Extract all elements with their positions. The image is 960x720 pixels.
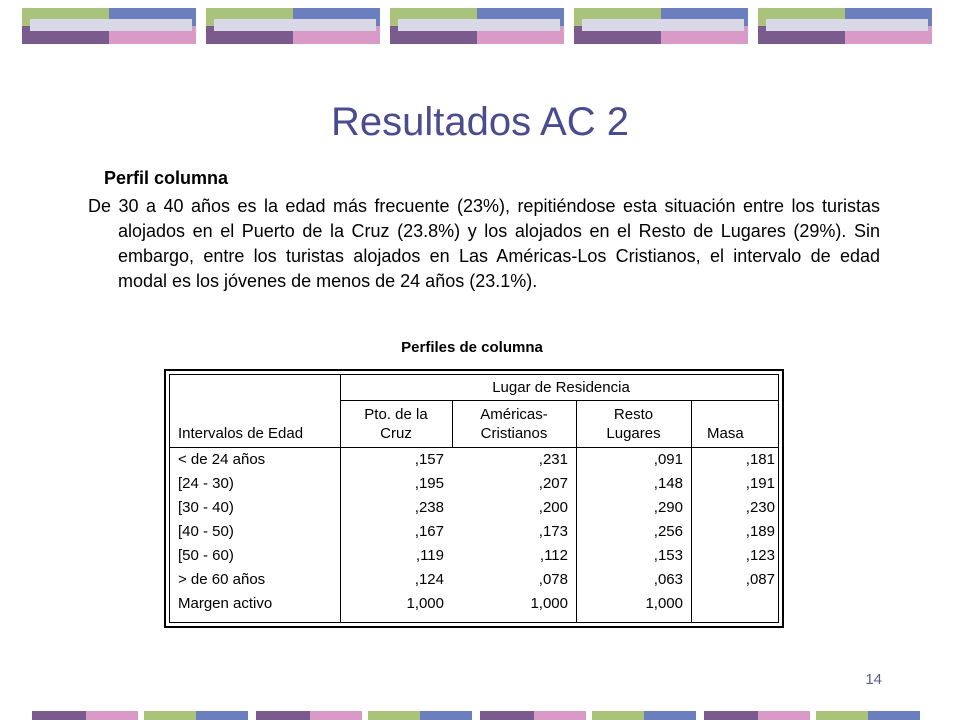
table-cell: ,256: [653, 523, 683, 540]
row-label: [40 - 50): [178, 523, 234, 540]
row-label: > de 60 años: [178, 571, 266, 588]
table-cell: ,078: [538, 571, 568, 588]
table-inner-frame: [169, 374, 779, 623]
table-cell: ,230: [745, 499, 775, 516]
col-header-4: Masa: [707, 425, 744, 442]
banner-tile: [206, 8, 380, 44]
table-cell: ,189: [745, 523, 775, 540]
table-cell: ,112: [539, 547, 568, 564]
col-header-1-line2: Cruz: [380, 425, 412, 442]
table-cell: 1,000: [530, 595, 568, 612]
table-title: Perfiles de columna: [401, 339, 543, 356]
profile-table: [164, 369, 784, 628]
table-cell: ,238: [414, 499, 444, 516]
table-cell: ,119: [415, 547, 444, 564]
table-cell: 1,000: [406, 595, 444, 612]
banner-tile: [390, 8, 564, 44]
table-cell: ,181: [745, 451, 775, 468]
row-label: Margen activo: [178, 595, 273, 612]
table-cell: ,200: [538, 499, 568, 516]
row-label: [50 - 60): [178, 547, 234, 564]
col-header-3: Resto: [613, 406, 654, 423]
subheading: Perfil columna: [104, 168, 229, 188]
table-cell: ,063: [653, 571, 683, 588]
bottom-strip: [0, 711, 960, 720]
col-header-3-line2: Lugares: [606, 425, 661, 442]
row-label: < de 24 años: [178, 451, 266, 468]
row-header-label: Intervalos de Edad: [178, 425, 304, 442]
table-cell: ,091: [653, 451, 683, 468]
table-cell: ,148: [653, 475, 683, 492]
table-cell: ,157: [414, 451, 444, 468]
row-label: [30 - 40): [178, 499, 234, 516]
table-cell: ,123: [745, 547, 775, 564]
body-paragraph: De 30 a 40 años es la edad más frecuente (23%), repitiéndose esta situación entre los turistas alojados en el Puerto de la Cruz (23.8%) y los alojados en el Resto de Lugares (29%). Sin embargo, entre los turistas alojados en Las Américas-Los Cristianos, el intervalo de edad modal es los jóvenes de menos de 24 años (23.1%).: [88, 196, 880, 291]
table-cell: ,290: [653, 499, 683, 516]
table-cell: ,173: [538, 523, 568, 540]
table-cell: ,124: [414, 571, 444, 588]
col-header-1: Pto. de la: [364, 406, 428, 423]
table-cell: ,207: [538, 475, 568, 492]
col-header-2-line2: Cristianos: [480, 425, 548, 442]
table-cell: ,231: [538, 451, 568, 468]
group-header: Lugar de Residencia: [492, 379, 630, 396]
table-cell: ,195: [414, 475, 444, 492]
row-label: [24 - 30): [178, 475, 234, 492]
col-header-2: Américas-: [480, 406, 548, 423]
table-cell: ,087: [745, 571, 775, 588]
table-cell: ,153: [653, 547, 683, 564]
table-cell: ,191: [745, 475, 775, 492]
banner-tile: [574, 8, 748, 44]
page-number: 14: [865, 671, 882, 688]
slide-title: Resultados AC 2: [331, 100, 629, 144]
banner-tile: [758, 8, 932, 44]
table-cell: 1,000: [645, 595, 683, 612]
table-cell: ,167: [414, 523, 444, 540]
banner-tile: [22, 8, 196, 44]
